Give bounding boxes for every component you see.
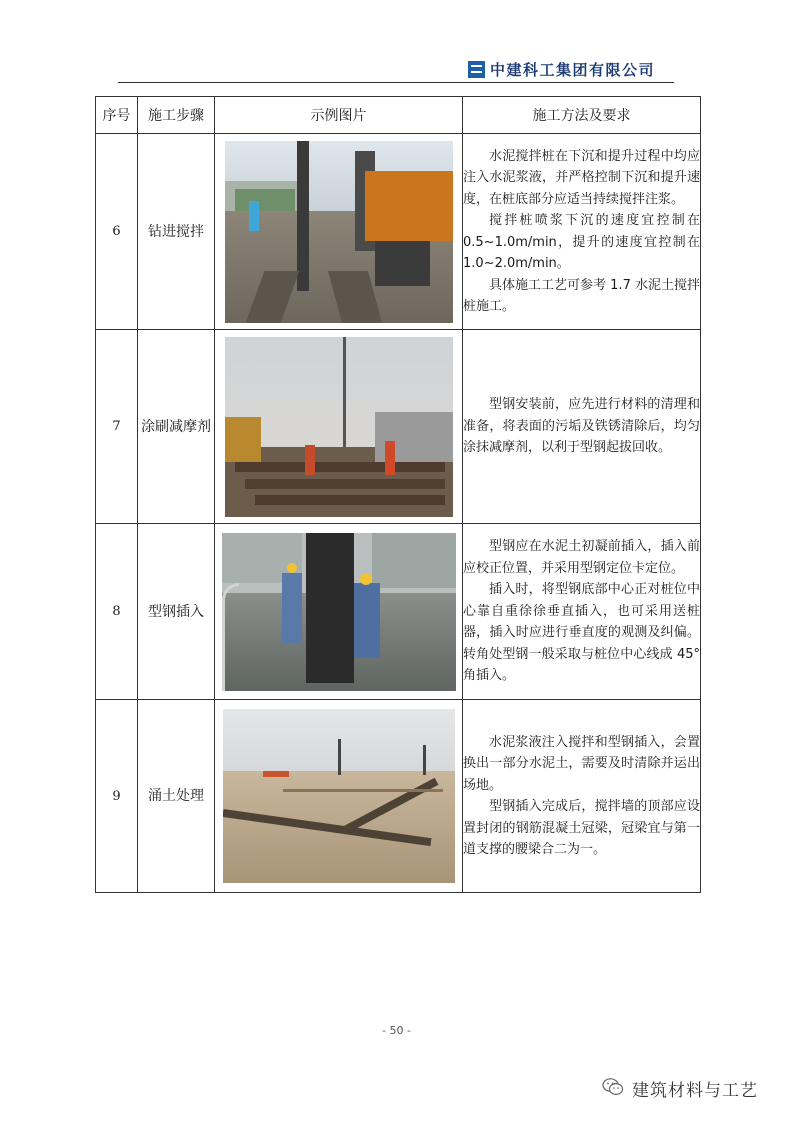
table-row [96, 700, 701, 893]
table-header-row [96, 97, 701, 134]
row-step: 型钢插入 [138, 524, 215, 700]
construction-steps-table [95, 96, 701, 893]
table-row [96, 524, 701, 700]
row-description [463, 700, 701, 893]
table-row [96, 330, 701, 524]
watermark-text: 建筑材料与工艺 [632, 1081, 758, 1101]
table-row [96, 134, 701, 330]
header-method: 施工方法及要求 [463, 97, 701, 134]
desc-paragraph: 具体施工工艺可参考 1.7 水泥土搅拌桩施工。 [463, 277, 700, 314]
row-photo-cell [215, 700, 463, 893]
desc-paragraph: 插入时，将型钢底部中心正对桩位中心靠自重徐徐垂直插入，也可采用送桩器，插入时应进行垂直度的观测及纠偏。转角处型钢一般采取与桩位中心线成 45°角插入。 [463, 582, 700, 684]
spoil-treatment-photo [223, 709, 455, 883]
header-num: 序号 [96, 97, 138, 134]
row-number: 8 [96, 524, 138, 700]
header-step: 施工步骤 [138, 97, 215, 134]
row-photo-cell [215, 330, 463, 524]
row-description [463, 134, 701, 330]
desc-paragraph: 水泥浆液注入搅拌和型钢插入，会置换出一部分水泥土，需要及时清除并运出场地。 [463, 734, 700, 793]
page-number: - 50 - [382, 1024, 411, 1037]
company-name: 中建科工集团有限公司 [490, 61, 656, 79]
desc-paragraph: 型钢插入完成后，搅拌墙的顶部应设置封闭的钢筋混凝土冠梁，冠梁宜与第一道支撑的腰梁合二为一。 [463, 799, 700, 857]
desc-paragraph: 型钢安装前，应先进行材料的清理和准备，将表面的污垢及铁锈清除后，均匀涂抹减摩剂，以利于型钢起拔回收。 [463, 397, 700, 456]
row-step: 涌土处理 [138, 700, 215, 893]
desc-paragraph: 水泥搅拌桩在下沉和提升过程中均应注入水泥浆液，并严格控制下沉和提升速度，在桩底部分应适当持续搅拌注浆。 [463, 148, 700, 207]
desc-paragraph: 型钢应在水泥土初凝前插入，插入前应校正位置，并采用型钢定位卡定位。 [463, 539, 700, 576]
row-photo-cell [215, 134, 463, 330]
row-number: 7 [96, 330, 138, 524]
wechat-icon [602, 1077, 624, 1097]
row-description [463, 330, 701, 524]
row-number: 6 [96, 134, 138, 330]
row-number: 9 [96, 700, 138, 893]
header-picture: 示例图片 [215, 97, 463, 134]
row-description [463, 524, 701, 700]
header-divider [118, 82, 674, 83]
row-step: 钻进搅拌 [138, 134, 215, 330]
drilling-rig-photo [225, 141, 453, 323]
steel-insertion-photo [222, 533, 456, 691]
row-photo-cell [215, 524, 463, 700]
steel-coating-photo [225, 337, 453, 517]
row-step: 涂刷减摩剂 [138, 330, 215, 524]
desc-paragraph: 搅拌桩喷浆下沉的速度宜控制在 0.5~1.0m/min，提升的速度宜控制在 1.0~2.0m/min。 [463, 213, 700, 271]
company-logo-icon [468, 61, 485, 78]
page-header [118, 58, 674, 84]
